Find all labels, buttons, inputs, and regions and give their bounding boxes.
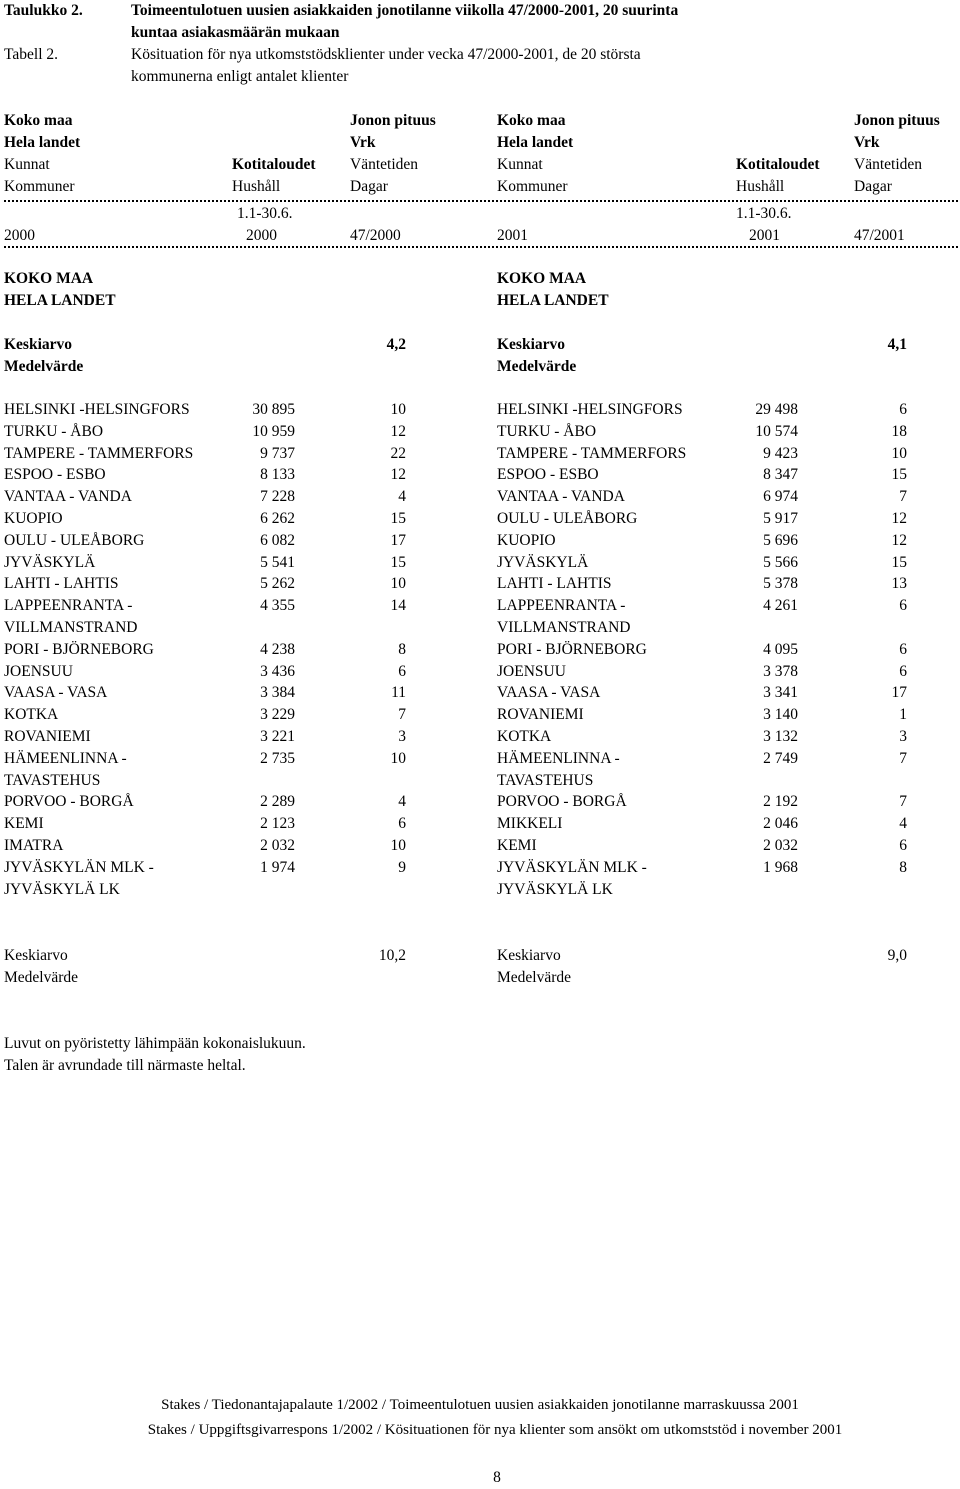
- waiting-days: 15: [891, 553, 907, 571]
- municipality-name: TAVASTEHUS: [4, 771, 101, 789]
- household-count: 10 959: [252, 422, 295, 440]
- household-count: 6 974: [763, 488, 798, 506]
- household-count: 3 378: [763, 662, 798, 680]
- municipality-name: JOENSUU: [4, 662, 73, 680]
- waiting-days: 22: [390, 444, 406, 462]
- national-medelvarde: Medelvärde: [4, 358, 84, 375]
- municipality-name: ROVANIEMI: [4, 728, 91, 745]
- note-sv: Talen är avrundade till närmaste heltal.: [4, 1057, 246, 1074]
- waiting-days: 7: [899, 793, 907, 811]
- municipality-name: TAMPERE - TAMMERFORS: [4, 444, 194, 462]
- municipality-name: VILLMANSTRAND: [4, 619, 138, 636]
- group-avg-left: 10,2: [378, 947, 406, 964]
- header-koko-maa: Koko maa: [4, 112, 73, 129]
- municipality-name: HELSINKI -HELSINGFORS: [497, 401, 683, 418]
- header-hushall: Hushåll: [232, 178, 281, 195]
- header-dagar: Dagar: [854, 178, 892, 195]
- household-count: 30 895: [252, 401, 295, 418]
- waiting-days: 12: [891, 510, 907, 527]
- household-count: 2 123: [260, 815, 295, 833]
- household-count: 3 384: [260, 684, 295, 702]
- waiting-days: 6: [899, 401, 907, 418]
- municipality-name: HÄMEENLINNA -: [497, 749, 620, 767]
- national-koko-maa: KOKO MAA: [4, 270, 94, 287]
- waiting-days: 14: [390, 597, 406, 615]
- municipality-name: TAMPERE - TAMMERFORS: [497, 444, 687, 462]
- footer-line-sv: Stakes / Uppgiftsgivarrespons 1/2002 / Kösituationen för nya klienter som ansökt om utkomststöd i november 2001: [147, 1422, 843, 1438]
- waiting-days: 6: [899, 837, 907, 854]
- household-count: 7 228: [260, 488, 295, 506]
- header-jonon-pituus: Jonon pituus: [854, 112, 940, 129]
- page-number: 8: [493, 1469, 501, 1486]
- household-count: 8 347: [763, 466, 798, 484]
- municipality-name: KEMI: [4, 815, 44, 833]
- municipality-name: PORVOO - BORGÅ: [4, 793, 134, 811]
- waiting-days: 13: [891, 575, 907, 593]
- municipality-name: ESPOO - ESBO: [4, 466, 106, 484]
- municipality-name: LAPPEENRANTA -: [4, 597, 133, 615]
- household-count: 2 749: [763, 749, 798, 767]
- header-hela-landet: Hela landet: [497, 134, 574, 151]
- municipality-name: KUOPIO: [497, 531, 556, 549]
- household-count: 29 498: [755, 401, 798, 418]
- household-count: 2 192: [763, 793, 798, 811]
- municipality-name: ESPOO - ESBO: [497, 466, 599, 484]
- waiting-days: 11: [391, 684, 406, 702]
- household-count: 4 238: [260, 640, 295, 658]
- household-count: 2 032: [763, 837, 798, 854]
- waiting-days: 7: [899, 488, 907, 506]
- municipality-name: VILLMANSTRAND: [497, 619, 631, 636]
- group-avg-right: 9,0: [887, 947, 907, 964]
- household-count: 1 968: [763, 858, 798, 876]
- waiting-days: 15: [390, 510, 406, 527]
- waiting-days: 12: [891, 531, 907, 549]
- household-count: 3 140: [763, 706, 798, 724]
- household-count: 2 046: [763, 815, 798, 833]
- household-count: 3 341: [763, 684, 798, 702]
- header-koko-maa: Koko maa: [497, 112, 566, 129]
- period-year-left: 2000: [4, 227, 35, 244]
- waiting-days: 18: [891, 422, 907, 440]
- municipality-name: JYVÄSKYLÄ: [4, 553, 96, 571]
- household-count: 9 423: [763, 444, 798, 462]
- municipality-name: IMATRA: [4, 837, 64, 854]
- household-count: 4 261: [763, 597, 798, 615]
- waiting-days: 17: [390, 531, 406, 549]
- header-kotitaloudet: Kotitaloudet: [232, 156, 316, 173]
- table-title-fi-cont: kuntaa asiakasmäärän mukaan: [131, 24, 340, 41]
- period-year2-left: 2000: [246, 227, 277, 244]
- waiting-days: 17: [891, 684, 907, 702]
- municipality-name: OULU - ULEÅBORG: [497, 510, 638, 527]
- waiting-days: 6: [398, 662, 406, 680]
- waiting-days: 12: [390, 422, 406, 440]
- municipality-name: MIKKELI: [497, 815, 563, 833]
- table-label-sv: Tabell 2.: [4, 46, 59, 63]
- municipality-name: OULU - ULEÅBORG: [4, 531, 145, 549]
- municipality-name: KOTKA: [4, 706, 59, 724]
- municipality-name: TAVASTEHUS: [497, 771, 594, 789]
- header-vrk: Vrk: [854, 134, 880, 151]
- table-title-fi: Toimeentulotuen uusien asiakkaiden jonotilanne viikolla 47/2000-2001, 20 suurinta: [131, 2, 679, 19]
- household-count: 9 737: [260, 444, 295, 462]
- household-count: 5 378: [763, 575, 798, 593]
- header-kunnat: Kunnat: [497, 156, 543, 173]
- national-koko-maa: KOKO MAA: [497, 270, 587, 287]
- waiting-days: 15: [891, 466, 907, 484]
- group-medelvarde: Medelvärde: [4, 969, 79, 986]
- household-count: 3 436: [260, 662, 295, 680]
- header-hela-landet: Hela landet: [4, 134, 81, 151]
- waiting-days: 6: [899, 597, 907, 615]
- waiting-days: 10: [390, 749, 406, 767]
- municipality-name: HELSINKI -HELSINGFORS: [4, 401, 190, 418]
- waiting-days: 4: [899, 815, 907, 833]
- municipality-name: VANTAA - VANDA: [497, 488, 625, 506]
- national-avg-left: 4,2: [386, 336, 406, 353]
- waiting-days: 9: [398, 858, 406, 876]
- waiting-days: 7: [398, 706, 406, 724]
- household-count: 4 095: [763, 640, 798, 658]
- municipality-name: ROVANIEMI: [497, 706, 584, 724]
- municipality-name: VANTAA - VANDA: [4, 488, 132, 506]
- waiting-days: 6: [899, 662, 907, 680]
- municipality-name: HÄMEENLINNA -: [4, 749, 127, 767]
- waiting-days: 15: [390, 553, 406, 571]
- waiting-days: 3: [398, 728, 406, 745]
- municipality-name: KUOPIO: [4, 510, 63, 527]
- waiting-days: 1: [899, 706, 907, 724]
- municipality-name: TURKU - ÅBO: [4, 422, 104, 440]
- municipality-name: JYVÄSKYLÄ LK: [497, 880, 613, 898]
- waiting-days: 10: [390, 401, 406, 418]
- footer-line-fi: Stakes / Tiedonantajapalaute 1/2002 / Toimeentulotuen uusien asiakkaiden jonotilanne marraskuussa 2001: [161, 1397, 799, 1413]
- municipality-name: JYVÄSKYLÄ LK: [4, 880, 120, 898]
- household-count: 5 566: [763, 553, 798, 571]
- waiting-days: 4: [398, 793, 406, 811]
- municipality-name: TURKU - ÅBO: [497, 422, 597, 440]
- period-range-right: 1.1-30.6.: [736, 205, 792, 222]
- header-dagar: Dagar: [350, 178, 388, 195]
- group-keskiarvo: Keskiarvo: [4, 947, 68, 964]
- waiting-days: 10: [390, 837, 406, 854]
- municipality-name: JOENSUU: [497, 662, 566, 680]
- municipality-name: JYVÄSKYLÄ: [497, 553, 589, 571]
- header-kommuner: Kommuner: [4, 178, 75, 195]
- period-year2-right: 2001: [749, 227, 780, 244]
- municipality-name: KOTKA: [497, 728, 552, 745]
- household-count: 8 133: [260, 466, 295, 484]
- household-count: 5 696: [763, 531, 798, 549]
- national-keskiarvo: Keskiarvo: [497, 336, 566, 353]
- header-kotitaloudet: Kotitaloudet: [736, 156, 820, 173]
- group-medelvarde: Medelvärde: [497, 969, 572, 986]
- municipality-name: KEMI: [497, 837, 537, 854]
- household-count: 6 082: [260, 531, 295, 549]
- national-medelvarde: Medelvärde: [497, 358, 577, 375]
- divider-dotted: [4, 246, 958, 248]
- municipality-name: PORVOO - BORGÅ: [497, 793, 627, 811]
- municipality-name: VAASA - VASA: [4, 684, 108, 702]
- municipality-name: LAHTI - LAHTIS: [4, 575, 119, 593]
- waiting-days: 7: [899, 749, 907, 767]
- household-count: 5 541: [260, 553, 295, 571]
- waiting-days: 10: [390, 575, 406, 593]
- municipality-name: LAHTI - LAHTIS: [497, 575, 612, 593]
- municipality-name: LAPPEENRANTA -: [497, 597, 626, 615]
- period-week-right: 47/2001: [854, 227, 905, 244]
- waiting-days: 6: [899, 640, 907, 658]
- waiting-days: 6: [398, 815, 406, 833]
- header-hushall: Hushåll: [736, 178, 785, 195]
- table-label-fi: Taulukko 2.: [4, 2, 83, 19]
- municipality-name: VAASA - VASA: [497, 684, 601, 702]
- period-range-left: 1.1-30.6.: [237, 205, 293, 222]
- household-count: 4 355: [260, 597, 295, 615]
- header-jonon-pituus: Jonon pituus: [350, 112, 436, 129]
- household-count: 2 032: [260, 837, 295, 854]
- header-kommuner: Kommuner: [497, 178, 568, 195]
- waiting-days: 12: [390, 466, 406, 484]
- household-count: 3 229: [260, 706, 295, 724]
- household-count: 10 574: [755, 422, 798, 440]
- municipality-name: JYVÄSKYLÄN MLK -: [4, 858, 154, 876]
- municipality-name: PORI - BJÖRNEBORG: [497, 640, 647, 658]
- header-vrk: Vrk: [350, 134, 376, 151]
- period-week-left: 47/2000: [350, 227, 401, 244]
- household-count: 3 221: [260, 728, 295, 745]
- header-vantetiden: Väntetiden: [350, 156, 419, 173]
- header-vantetiden: Väntetiden: [854, 156, 923, 173]
- household-count: 6 262: [260, 510, 295, 527]
- waiting-days: 4: [398, 488, 406, 506]
- table-title-sv-cont: kommunerna enligt antalet klienter: [131, 68, 349, 85]
- waiting-days: 8: [899, 858, 907, 876]
- waiting-days: 3: [899, 728, 907, 745]
- municipality-name: JYVÄSKYLÄN MLK -: [497, 858, 647, 876]
- note-fi: Luvut on pyöristetty lähimpään kokonaislukuun.: [4, 1035, 306, 1052]
- group-keskiarvo: Keskiarvo: [497, 947, 561, 964]
- household-count: 1 974: [260, 858, 295, 876]
- household-count: 3 132: [763, 728, 798, 745]
- divider-dotted: [4, 200, 958, 202]
- waiting-days: 10: [891, 444, 907, 462]
- header-kunnat: Kunnat: [4, 156, 50, 173]
- period-year-right: 2001: [497, 227, 528, 244]
- waiting-days: 8: [398, 640, 406, 658]
- household-count: 2 735: [260, 749, 295, 767]
- table-title-sv: Kösituation för nya utkomststödsklienter under vecka 47/2000-2001, de 20 största: [131, 46, 641, 63]
- national-hela-landet: HELA LANDET: [497, 292, 609, 309]
- household-count: 5 262: [260, 575, 295, 593]
- household-count: 2 289: [260, 793, 295, 811]
- national-keskiarvo: Keskiarvo: [4, 336, 73, 353]
- national-hela-landet: HELA LANDET: [4, 292, 116, 309]
- household-count: 5 917: [763, 510, 798, 527]
- national-avg-right: 4,1: [887, 336, 907, 353]
- municipality-name: PORI - BJÖRNEBORG: [4, 640, 154, 658]
